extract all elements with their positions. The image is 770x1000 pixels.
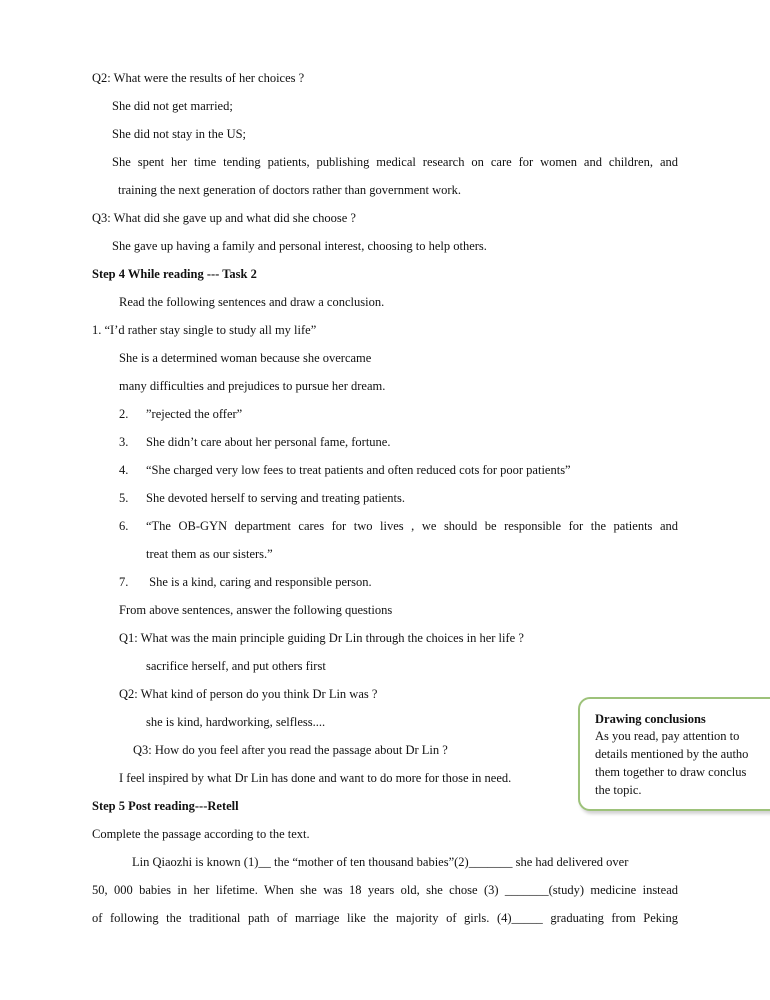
numbered-item-continued: treat them as our sisters.” (146, 547, 273, 561)
passage-line: of following the traditional path of marriage like the majority of girls. (4)_____ graduating from Peking (92, 911, 678, 925)
question-q3: Q3: How do you feel after you read the passage about Dr Lin ? (133, 743, 448, 757)
instruction: Read the following sentences and draw a conclusion. (119, 295, 385, 309)
numbered-item: 3. She didn’t care about her personal fame, fortune. (119, 435, 391, 449)
step4-heading: Step 4 While reading --- Task 2 (92, 267, 257, 281)
conclusion-line: She is a determined woman because she overcame (119, 351, 372, 365)
callout-line: them together to draw conclus (595, 765, 747, 779)
question-q2: Q2: What kind of person do you think Dr Lin was ? (119, 687, 378, 701)
drawing-conclusions-callout (578, 697, 770, 811)
passage-line: 50, 000 babies in her lifetime. When she was 18 years old, she chose (3) _______(study) medicine instead (92, 883, 678, 897)
answer-line: sacrifice herself, and put others first (146, 659, 326, 673)
numbered-item: 7. She is a kind, caring and responsible person. (119, 575, 372, 589)
callout-line: As you read, pay attention to (595, 729, 740, 743)
conclusion-line: many difficulties and prejudices to pursue her dream. (119, 379, 386, 393)
sentence-1: 1. “I’d rather stay single to study all my life” (92, 323, 317, 337)
answer-line: training the next generation of doctors rather than government work. (118, 183, 461, 197)
instruction: From above sentences, answer the following questions (119, 603, 393, 617)
answer-line: She did not get married; (112, 99, 233, 113)
callout-line: the topic. (595, 783, 642, 797)
answer-line: she is kind, hardworking, selfless.... (146, 715, 326, 729)
instruction: Complete the passage according to the text. (92, 827, 310, 841)
question-q1: Q1: What was the main principle guiding Dr Lin through the choices in her life ? (119, 631, 524, 645)
answer-line: She spent her time tending patients, publishing medical research on care for women and children, and (112, 155, 678, 169)
numbered-item: 4. “She charged very low fees to treat patients and often reduced cots for poor patients” (119, 463, 571, 477)
passage-line: Lin Qiaozhi is known (1)__ the “mother of ten thousand babies”(2)_______ she had delivered over (132, 855, 629, 869)
callout-title: Drawing conclusions (595, 712, 706, 726)
question-q2: Q2: What were the results of her choices ? (92, 71, 305, 85)
callout-line: details mentioned by the autho (595, 747, 749, 761)
step5-heading: Step 5 Post reading---Retell (92, 799, 239, 813)
question-q3: Q3: What did she gave up and what did she choose ? (92, 211, 356, 225)
answer-line: She did not stay in the US; (112, 127, 247, 141)
answer-line: She gave up having a family and personal interest, choosing to help others. (112, 239, 487, 253)
answer-line: I feel inspired by what Dr Lin has done and want to do more for those in need. (119, 771, 512, 785)
numbered-item: 2. ”rejected the offer” (119, 407, 243, 421)
numbered-item: 5. She devoted herself to serving and treating patients. (119, 491, 405, 505)
numbered-item: 6. “The OB-GYN department cares for two lives , we should be responsible for the patients and (119, 519, 678, 533)
